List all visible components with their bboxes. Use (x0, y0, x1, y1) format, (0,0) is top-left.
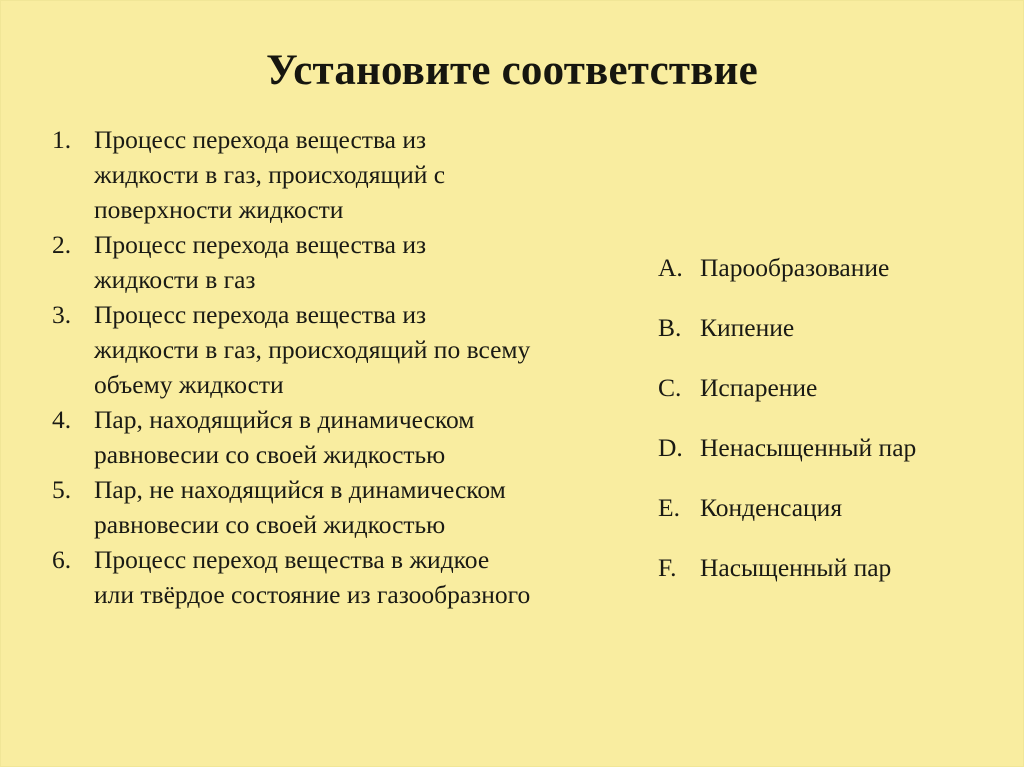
answer-text: Парообразование (700, 253, 890, 282)
list-item (658, 250, 1008, 310)
statement-number: 3. (52, 300, 72, 329)
statement-number: 4. (52, 405, 72, 434)
page-title: Установите соответствие (266, 47, 758, 94)
statement-number: 6. (52, 545, 72, 574)
statement-number: 5. (52, 475, 72, 504)
statement-text: Процесс перехода вещества из жидкости в газ (94, 230, 427, 294)
list-item (48, 227, 548, 297)
answers-list (658, 250, 1008, 610)
answer-letter: E. (658, 493, 680, 522)
list-item (48, 402, 548, 472)
list-item (658, 550, 1008, 610)
answer-letter: D. (658, 433, 683, 462)
list-item (658, 370, 1008, 430)
answer-text: Ненасыщенный пар (700, 433, 917, 462)
list-item (48, 122, 548, 227)
answer-letter: B. (658, 313, 682, 342)
list-item (48, 297, 548, 402)
answer-text: Конденсация (700, 493, 843, 522)
list-item (658, 310, 1008, 370)
statement-text: Пар, находящийся в динамическом равновесии со своей жидкостью (94, 405, 475, 469)
list-item (658, 490, 1008, 550)
statement-number: 1. (52, 125, 72, 154)
statement-text: Процесс перехода вещества из жидкости в газ, происходящий по всему объему жидкости (94, 300, 531, 399)
statements-list (48, 122, 548, 612)
answer-letter: C. (658, 373, 682, 402)
answer-text: Насыщенный пар (700, 553, 892, 582)
list-item (48, 542, 548, 612)
answer-text: Испарение (700, 373, 818, 402)
statement-text: Процесс перехода вещества из жидкости в газ, происходящий с поверхности жидкости (94, 125, 446, 224)
statement-text: Процесс переход вещества в жидкое или твёрдое состояние из газообразного (94, 545, 531, 609)
statement-text: Пар, не находящийся в динамическом равновесии со своей жидкостью (94, 475, 506, 539)
list-item (48, 472, 548, 542)
statement-number: 2. (52, 230, 72, 259)
answer-text: Кипение (700, 313, 795, 342)
answer-letter: A. (658, 253, 683, 282)
list-item (658, 430, 1008, 490)
answer-letter: F. (658, 553, 677, 582)
